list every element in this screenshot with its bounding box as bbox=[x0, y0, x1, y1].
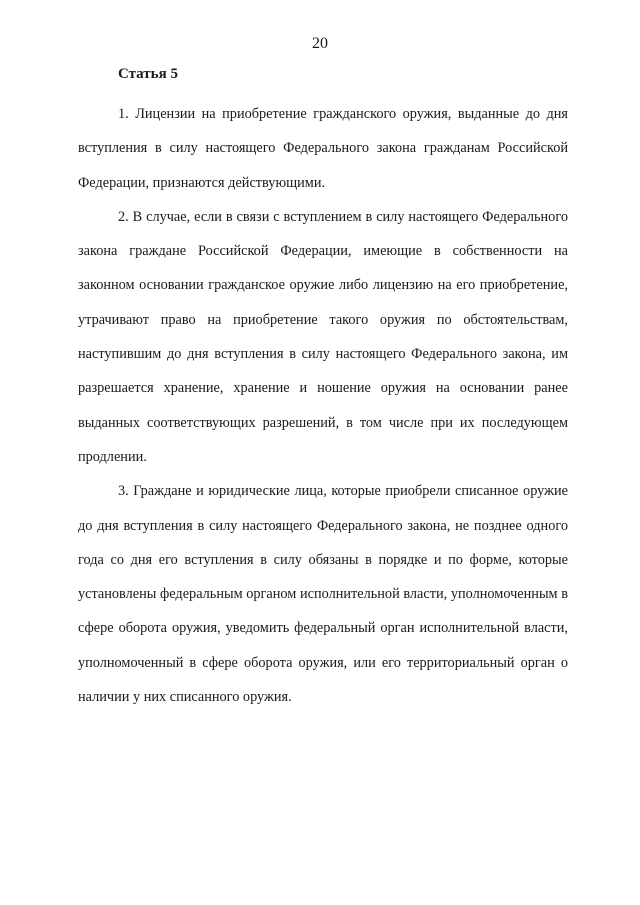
paragraph-3: 3. Граждане и юридические лица, которые приобрели списанное оружие до дня вступления в силу настоящего Федерального закона, не позднее одного года со дня его вступления в силу обязаны в порядке и по форме, которые установлены федеральным органом исполнительной власти, уполномоченным в сфере оборота оружия, уведомить федеральный орган исполнительной власти, уполномоченный в сфере оборота оружия, или его территориальный орган о наличии у них списанного оружия. bbox=[78, 483, 568, 706]
article-body bbox=[78, 97, 568, 714]
paragraph-2: 2. В случае, если в связи с вступлением в силу настоящего Федерального закона граждане Российской Федерации, имеющие в собственности на законном основании гражданское оружие либо лицензию на его приобретение, утрачивают право на приобретение такого оружия по обстоятельствам, наступившим до дня вступления в силу настоящего Федерального закона, им разрешается хранение, хранение и ношение оружия на основании ранее выданных соответствующих разрешений, в том числе при их последующем продлении. bbox=[78, 208, 568, 465]
article-heading: Статья 5 bbox=[118, 66, 178, 82]
page-number: 20 bbox=[312, 35, 328, 52]
paragraph-1: 1. Лицензии на приобретение гражданского оружия, выданные до дня вступления в силу настоящего Федерального закона гражданам Российской Федерации, признаются действующими. bbox=[78, 106, 568, 191]
